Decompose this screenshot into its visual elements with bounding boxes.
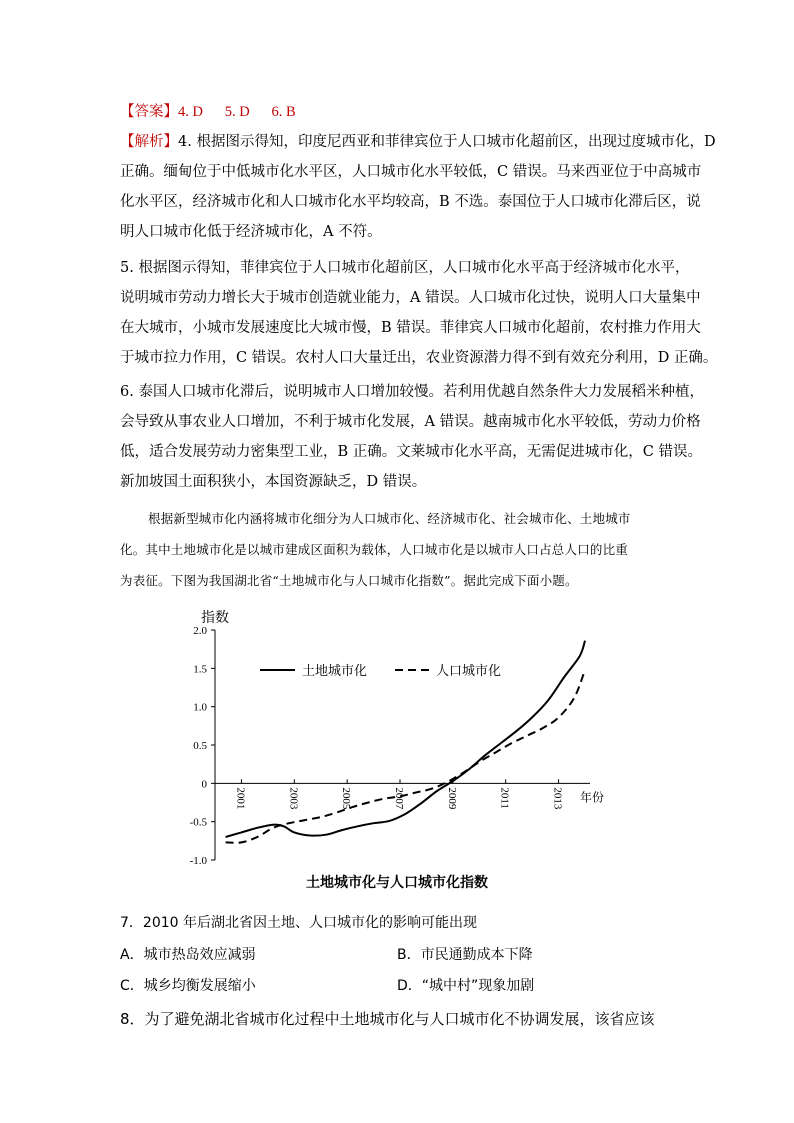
x-tick-label: 2013 — [551, 787, 564, 810]
analysis-line-3: 化水平区，经济城市化和人口城市化水平均较高，B 不选。泰国位于人口城市化滞后区，说 — [120, 194, 701, 210]
option-7b[interactable]: B．市民通勤成本下降 — [397, 947, 533, 963]
x-tick-label: 2005 — [340, 787, 353, 810]
question-8: 8．为了避免湖北省城市化过程中土地城市化与人口城市化不协调发展，该省应该 — [120, 1010, 655, 1028]
x-tick-label: 2007 — [393, 787, 405, 810]
y-tick-label: 2.0 — [193, 625, 207, 637]
x-tick-label: 2009 — [445, 787, 458, 810]
intro-line-2: 化。其中土地城市化是以城市建成区面积为载体，人口城市化是以城市人口占总人口的比重 — [120, 542, 629, 557]
y-tick-label: 1.0 — [193, 701, 207, 714]
analysis-line-8: 于城市拉力作用，C 错误。农村人口大量迁出，农业资源潜力得不到有效充分利用，D 正确。 — [120, 350, 718, 366]
option-7c[interactable]: C．城乡均衡发展缩小 — [120, 978, 256, 994]
legend-label: 人口城市化 — [436, 663, 502, 678]
analysis-line-9: 6. 泰国人口城市化滞后，说明城市人口增加较慢。若利用优越自然条件大力发展稻米种植， — [120, 384, 704, 400]
x-axis-label: 年份 — [580, 790, 605, 805]
analysis-text: 4. 根据图示得知，印度尼西亚和菲律宾位于人口城市化超前区，出现过度城市化，D — [178, 134, 716, 150]
chart-series — [226, 641, 585, 843]
analysis-line-5: 5. 根据图示得知，菲律宾位于人口城市化超前区，人口城市化水平高于经济城市化水平， — [120, 260, 690, 276]
y-axis-label: 指数 — [201, 611, 229, 626]
analysis-line-12: 新加坡国土面积狭小，本国资源缺乏，D 错误。 — [120, 474, 427, 490]
analysis-label: 【解析】 — [120, 134, 178, 150]
series-line-population-urbanization — [226, 670, 585, 843]
intro-line-3: 为表征。下图为我国湖北省“土地城市化与人口城市化指数”。据此完成下面小题。 — [120, 573, 578, 588]
x-tick-label: 2001 — [234, 787, 247, 810]
answer-line — [120, 103, 296, 121]
chart-legend — [260, 663, 501, 678]
analysis-line-11: 低，适合发展劳动力密集型工业，B 正确。文莱城市化水平高，无需促进城市化，C 错误。 — [120, 444, 702, 460]
option-7d[interactable]: D．“城中村”现象加剧 — [397, 978, 535, 994]
x-tick-label: 2003 — [287, 787, 300, 810]
question-7: 7．2010 年后湖北省因土地、人口城市化的影响可能出现 — [120, 915, 477, 931]
chart-axes — [201, 609, 604, 860]
chart-title: 土地城市化与人口城市化指数 — [306, 875, 488, 891]
y-tick-label: 0.5 — [193, 740, 207, 752]
y-tick-label: -1.0 — [190, 855, 207, 867]
answer-items: 4. D 5. D 6. B — [178, 104, 296, 120]
legend-label: 土地城市化 — [302, 663, 368, 678]
analysis-line-1 — [120, 133, 716, 151]
y-tick-label: 0 — [201, 778, 207, 791]
y-tick-label: 1.5 — [193, 663, 207, 676]
y-tick-label: -0.5 — [190, 816, 207, 829]
intro-line-1: 根据新型城市化内涵将城市化细分为人口城市化、经济城市化、社会城市化、土地城市 — [148, 511, 631, 526]
line-chart-svg — [190, 600, 610, 890]
answer-label: 【答案】 — [120, 104, 178, 120]
x-tick-label: 2011 — [498, 787, 511, 809]
analysis-line-10: 会导致从事农业人口增加，不利于城市化发展，A 错误。越南城市化水平较低，劳动力价格 — [120, 414, 701, 430]
analysis-line-4: 明人口城市化低于经济城市化，A 不符。 — [120, 224, 382, 240]
analysis-line-6: 说明城市劳动力增长大于城市创造就业能力，A 错误。人口城市化过快，说明人口大量集中 — [120, 290, 701, 306]
analysis-line-7: 在大城市，小城市发展速度比大城市慢，B 错误。菲律宾人口城市化超前，农村推力作用大 — [120, 320, 701, 336]
option-7a[interactable]: A．城市热岛效应减弱 — [120, 947, 256, 963]
chart — [190, 600, 610, 890]
analysis-line-2: 正确。缅甸位于中低城市化水平区，人口城市化水平较低，C 错误。马来西亚位于中高城市 — [120, 164, 702, 180]
